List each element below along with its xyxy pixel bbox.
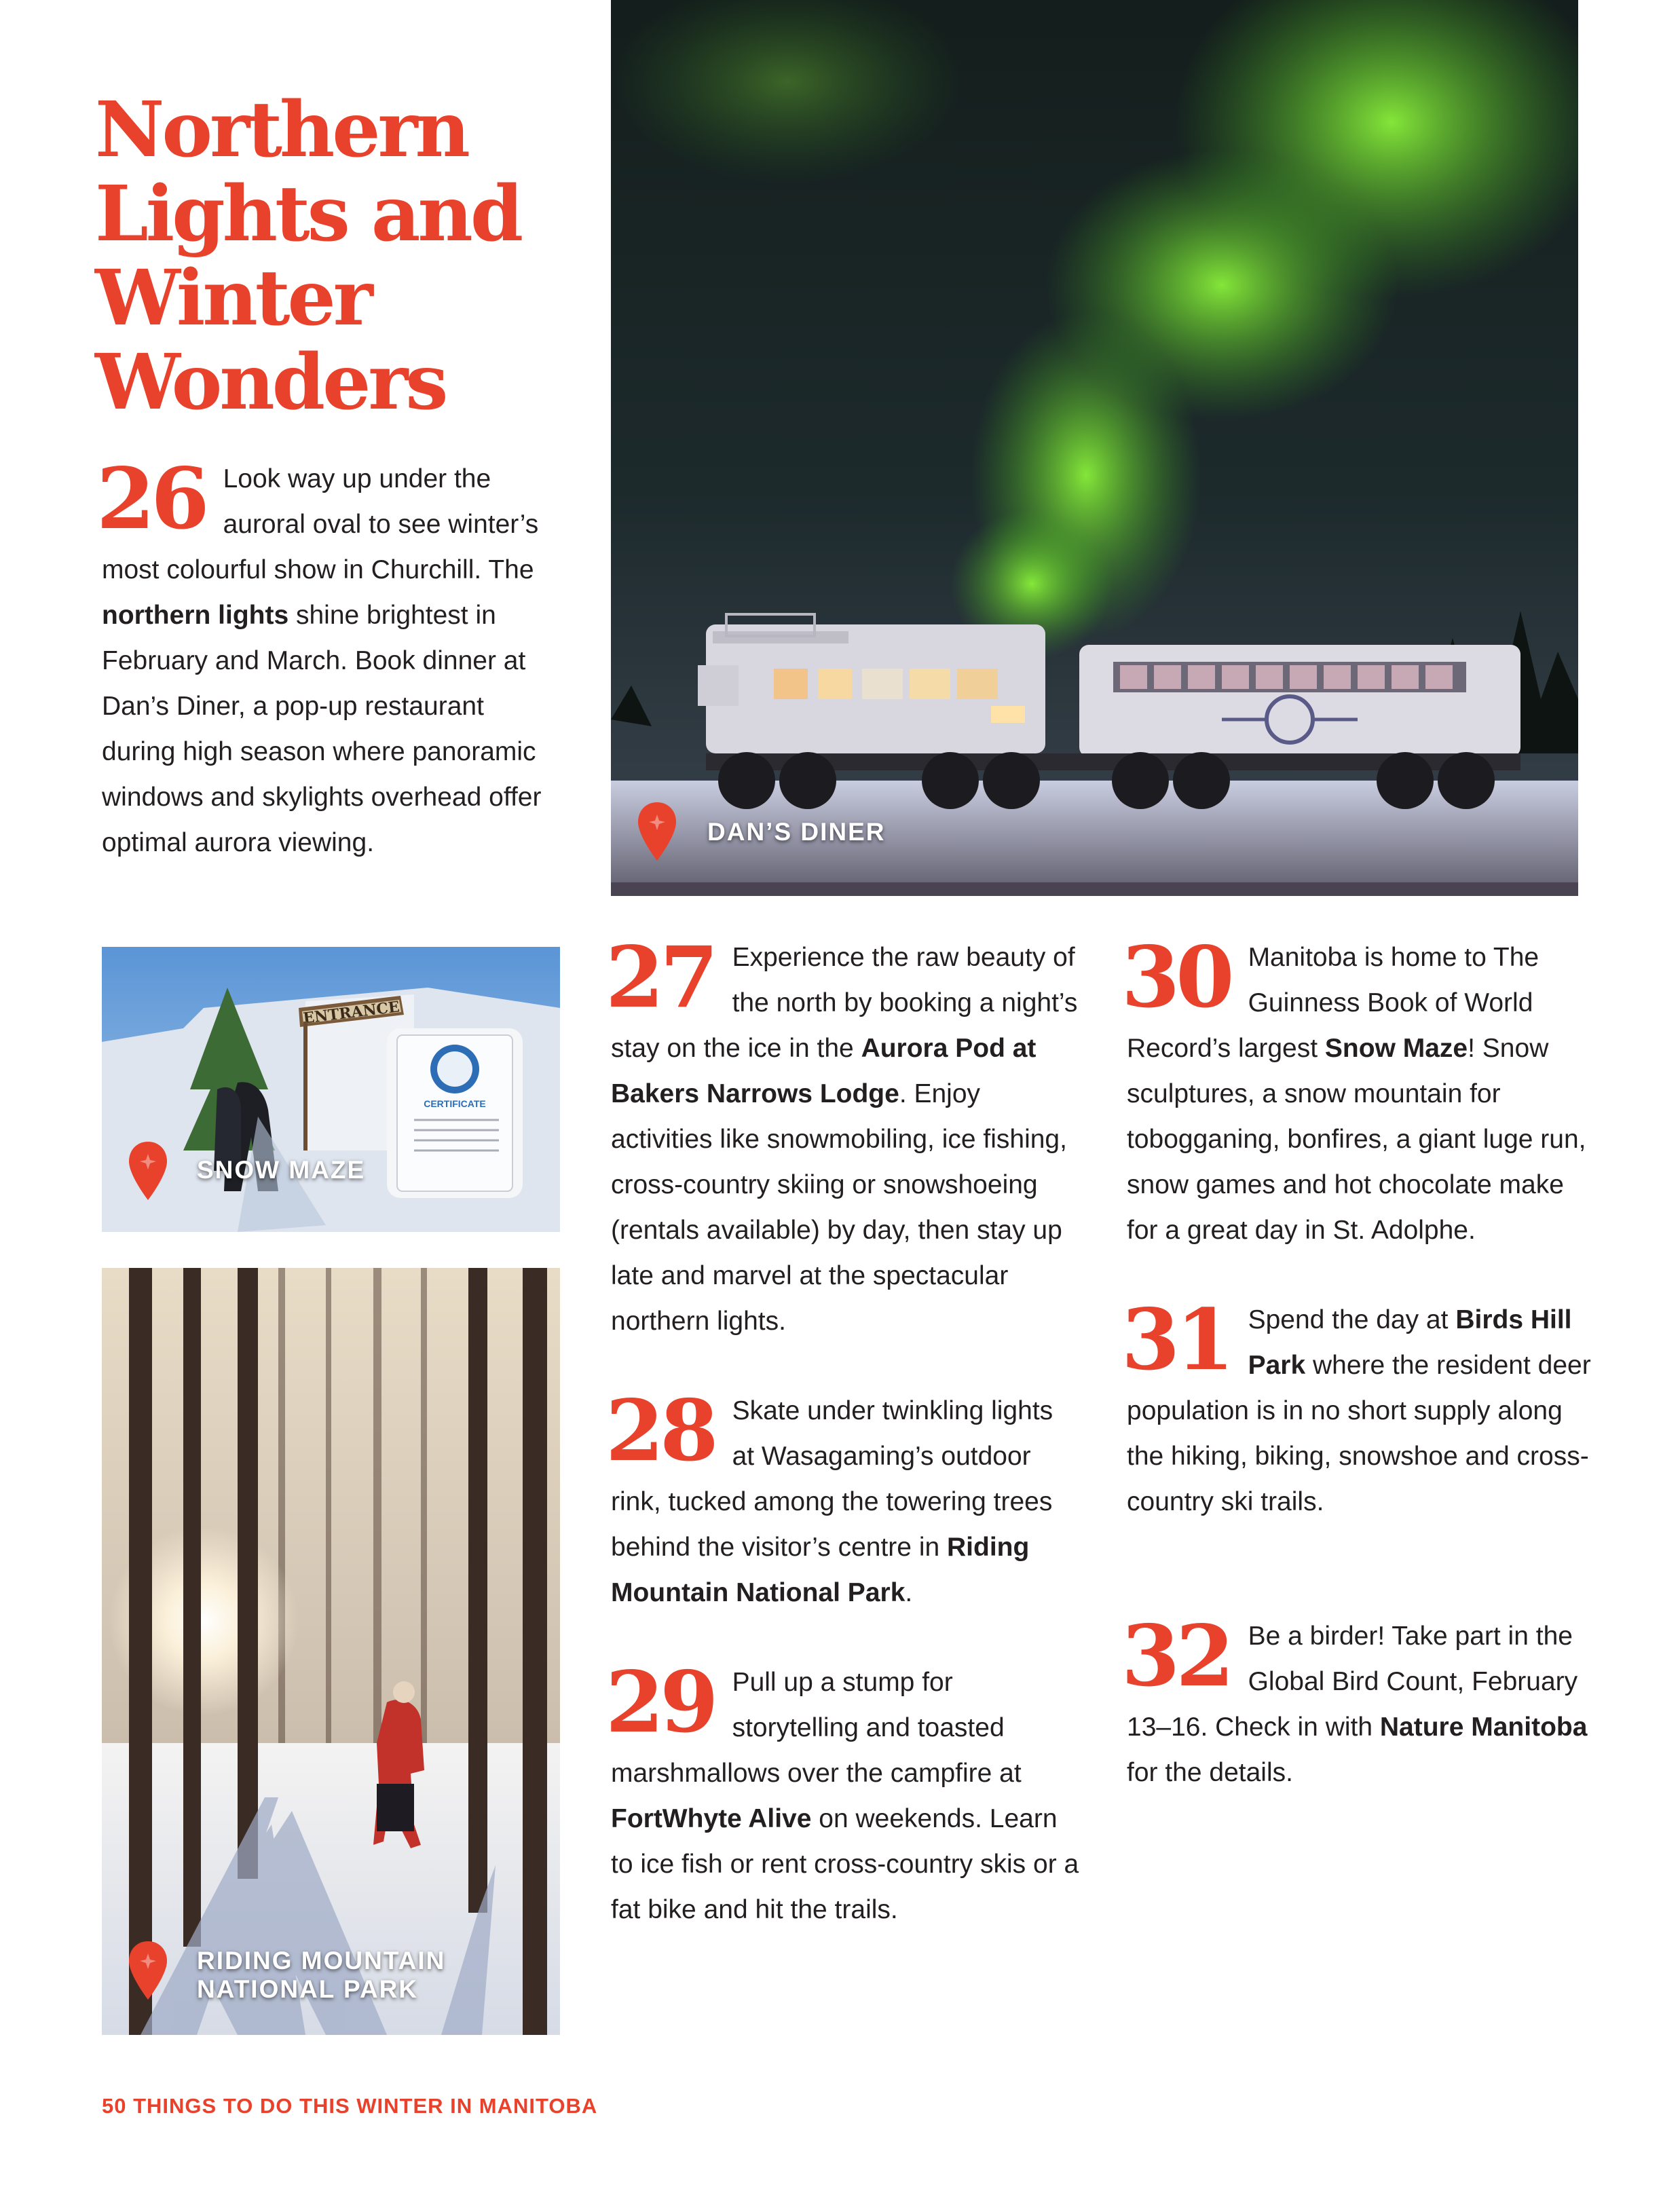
item-number: 31 (1121, 1291, 1231, 1389)
item-32 (1121, 1607, 1595, 1795)
entrance-sign-text: ENTRANCE (302, 998, 401, 1028)
aurora-scene (611, 0, 1578, 896)
dans-diner-photo (611, 0, 1578, 896)
location-pin-icon (128, 1140, 168, 1201)
item-30-text (1121, 929, 1595, 1253)
item-31-text (1121, 1291, 1595, 1524)
item-body: Experience the raw beauty of the north by booking a night’s stay on the ice in the Aurora Pod at Bakers Narrows Lodge. Enjoy activities like snowmobiling, ice fishing, cross-country skiing or snowshoeing (rentals available) by day, then stay up late and marvel at the spectacular northern lights. (611, 943, 1078, 1336)
location-pin-icon (637, 801, 677, 862)
item-number: 30 (1121, 929, 1231, 1027)
item-body: Look way up under the auroral oval to see winter’s most colourful show in Churchill. The northern lights shine brightest in February and March. Book dinner at Dan’s Diner, a pop-up restaurant during high season where panoramic windows and skylights overhead offer optimal aurora viewing. (102, 464, 542, 857)
item-27 (605, 929, 1079, 1344)
riding-mountain-caption (197, 1947, 445, 2004)
item-31 (1121, 1291, 1595, 1524)
certificate-label: CERTIFICATE (424, 1098, 486, 1109)
item-30 (1121, 929, 1595, 1253)
page-footer: 50 THINGS TO DO THIS WINTER IN MANITOBA (102, 2094, 598, 2118)
item-28-text (605, 1382, 1079, 1615)
riding-mountain-photo (102, 1268, 560, 2035)
item-body: Manitoba is home to The Guinness Book of World Record’s largest Snow Maze! Snow sculptures, a snow mountain for tobogganing, bonfires, a giant luge run, snow games and hot chocolate make for a great day in St. Adolphe. (1127, 943, 1586, 1245)
dans-diner-caption: DAN’S DINER (707, 818, 886, 846)
item-body: Spend the day at Birds Hill Park where the resident deer population is in no short supply along the hiking, biking, snowshoe and cross-country ski trails. (1127, 1305, 1591, 1516)
item-number: 32 (1121, 1607, 1231, 1706)
item-29-text (605, 1653, 1079, 1932)
caption-line-2: NATIONAL PARK (197, 1975, 419, 2003)
item-26 (96, 450, 563, 865)
item-number: 29 (605, 1653, 715, 1752)
item-body: Pull up a stump for storytelling and toasted marshmallows over the campfire at FortWhyte Alive on weekends. Learn to ice fish or rent cross-country skis or a fat bike and hit the trails. (611, 1668, 1079, 1924)
item-number: 26 (96, 450, 206, 548)
item-number: 27 (605, 929, 715, 1027)
item-number: 28 (605, 1382, 715, 1480)
item-body: Skate under twinkling lights at Wasagaming’s outdoor rink, tucked among the towering trees behind the visitor’s centre in Riding Mountain National Park. (611, 1396, 1053, 1607)
item-body: Be a birder! Take part in the Global Bird Count, February 13–16. Check in with Nature Manitoba for the details. (1127, 1622, 1588, 1787)
snow-maze-photo (102, 947, 560, 1232)
snow-maze-caption: SNOW MAZE (197, 1156, 366, 1184)
snow-maze-scene (102, 947, 560, 1232)
item-26-text (96, 450, 563, 865)
item-27-text (605, 929, 1079, 1344)
page-title: Northern Lights and Winter Wonders (95, 86, 521, 427)
item-29 (605, 1653, 1079, 1932)
forest-skating-scene (102, 1268, 560, 2035)
item-28 (605, 1382, 1079, 1615)
item-32-text (1121, 1607, 1595, 1795)
location-pin-icon (128, 1940, 168, 2001)
caption-line-1: RIDING MOUNTAIN (197, 1947, 446, 1975)
